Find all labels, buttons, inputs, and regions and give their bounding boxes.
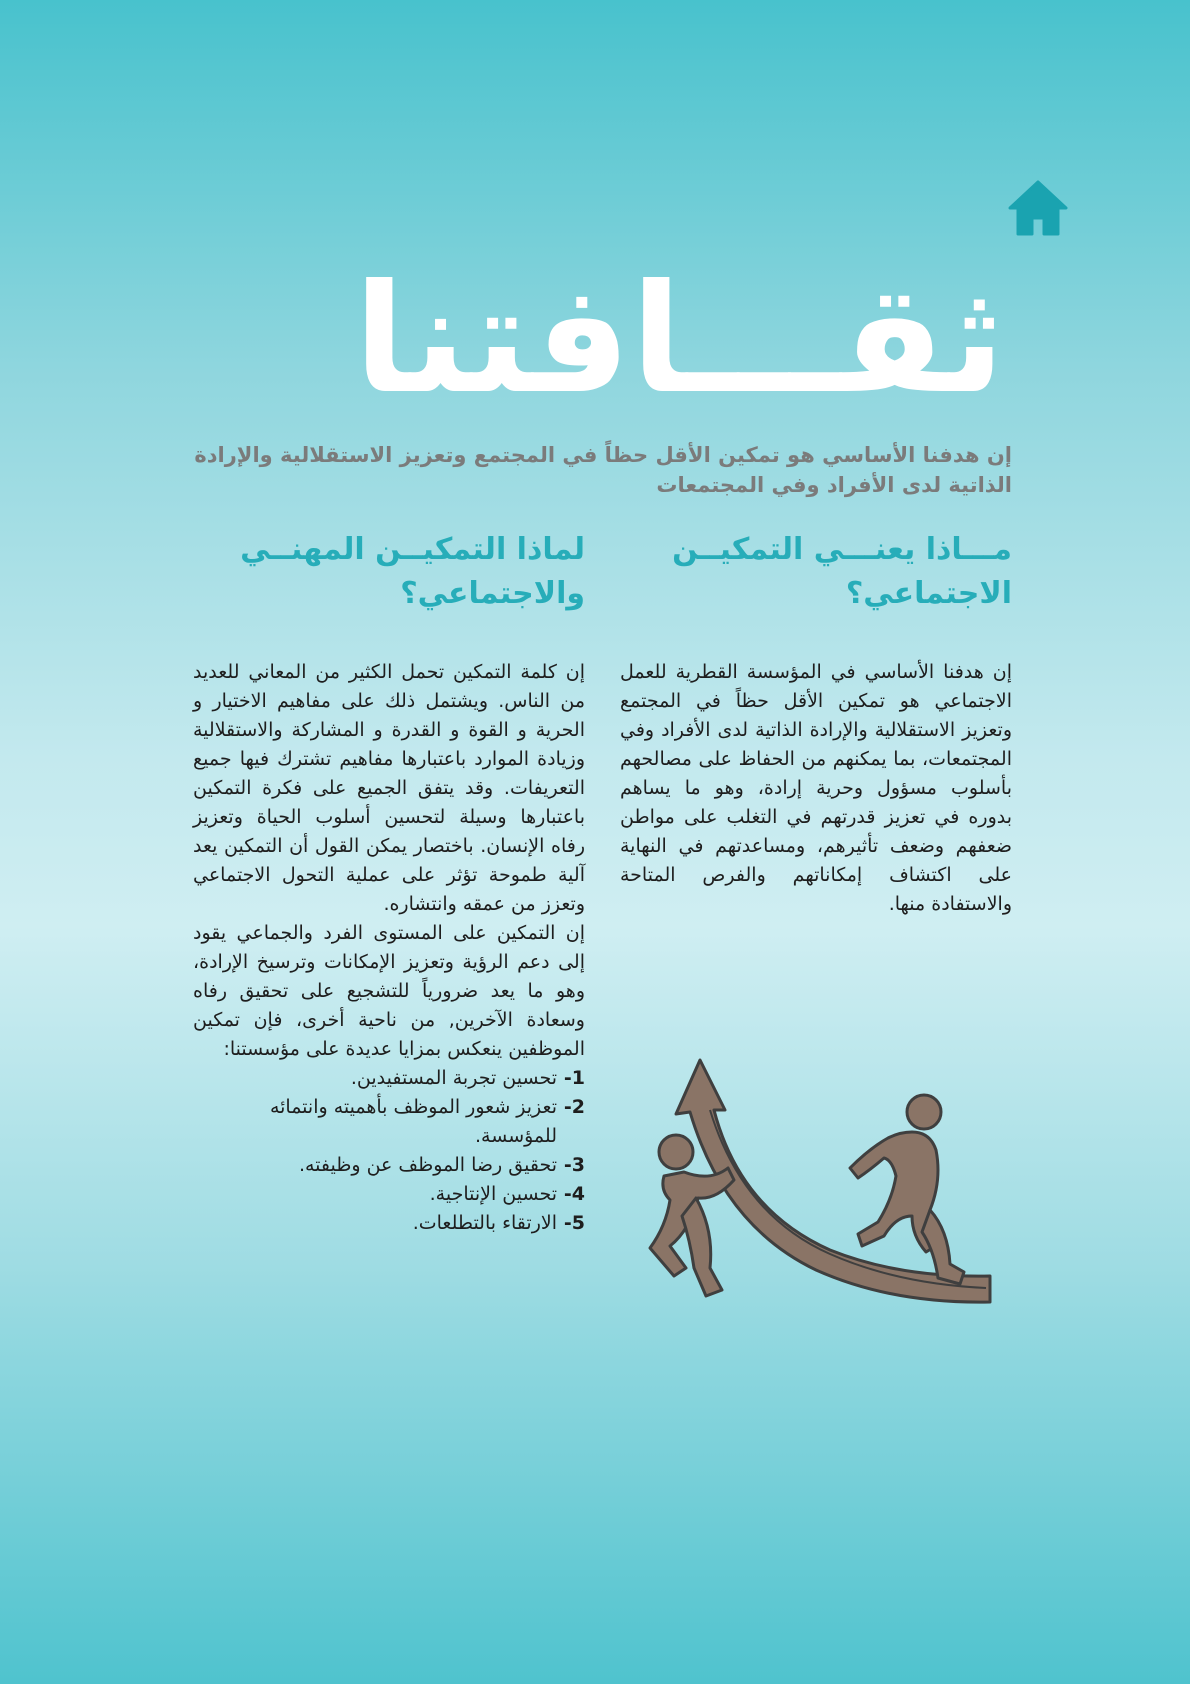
list-item-text: الارتقاء بالتطلعات.	[412, 1212, 557, 1234]
home-icon[interactable]	[1008, 178, 1068, 238]
paragraph-what: إن هدفنا الأساسي في المؤسسة القطرية للعمل الاجتماعي هو تمكين الأقل حظاً في المجتمع وتعزيز الاستقلالية والإرادة الذاتية لدى الأفراد وفي المجتمعات، بما يمكنهم من الحفاظ على مصالحهم بأسلوب مسؤول وحرية إرادة، وهو ما يساهم بدوره في تعزيز قدرتهم في التغلب على مواطن ضعفهم وضعف تأثيرهم، ومساعدتهم في النهاية على اكتشاف إمكاناتهم والفرص المتاحة والاستفادة منها.	[620, 661, 1012, 915]
section-why-empowerment	[193, 528, 585, 1238]
list-item-text: تحسين تجربة المستفيدين.	[350, 1067, 557, 1089]
figures-pushing-arrow-illustration	[630, 1040, 1000, 1340]
list-item	[193, 1180, 585, 1209]
list-item-text: تحسين الإنتاجية.	[429, 1183, 557, 1205]
list-item	[193, 1093, 585, 1151]
list-item-number: 1-	[563, 1067, 585, 1089]
list-item-text: تعزيز شعور الموظف بأهميته وانتمائه للمؤسسة.	[269, 1096, 557, 1147]
section-what-is-social-empowerment	[620, 528, 1012, 919]
page-title: ثقـــافتنا	[353, 253, 1005, 427]
list-item-text: تحقيق رضا الموظف عن وظيفته.	[298, 1154, 557, 1176]
list-item-number: 4-	[563, 1183, 585, 1205]
section-heading-what: مـــاذا يعنـــي التمكيــن الاجتماعي؟	[672, 532, 1012, 611]
list-item	[193, 1209, 585, 1238]
section-body-why	[193, 658, 585, 1238]
list-item-number: 2-	[563, 1096, 585, 1118]
list-item	[193, 1064, 585, 1093]
section-heading-why: لماذا التمكيــن المهنــي والاجتماعي؟	[240, 532, 585, 611]
list-item-number: 3-	[563, 1154, 585, 1176]
intro-text: إن هدفنا الأساسي هو تمكين الأقل حظاً في المجتمع وتعزيز الاستقلالية والإرادة الذاتية لدى الأفراد وفي المجتمعات	[194, 443, 1012, 497]
list-item-number: 5-	[563, 1212, 585, 1234]
benefits-list	[193, 1064, 585, 1238]
paragraph-why-2: إن التمكين على المستوى الفرد والجماعي يقود إلى دعم الرؤية وتعزيز الإمكانات وترسيخ الإرادة، وهو ما يعد ضرورياً للتشجيع على تحقيق رفاه وسعادة الآخرين, من ناحية أخرى، فإن تمكين الموظفين ينعكس بمزايا عديدة على مؤسستنا:	[193, 922, 585, 1060]
section-body-what	[620, 658, 1012, 919]
paragraph-why-1: إن كلمة التمكين تحمل الكثير من المعاني للعديد من الناس. ويشتمل ذلك على مفاهيم الاختيار و الحرية و القوة و القدرة و المشاركة والاستقلالية وزيادة الموارد باعتبارها مفاهيم تشترك فيها جميع التعريفات. وقد يتفق الجميع على فكرة التمكين باعتبارها وسيلة لتحسين أسلوب الحياة وتعزيز رفاه الإنسان. باختصار يمكن القول أن التمكين يعد آلية طموحة تؤثر على عملية التحول الاجتماعي وتعزز من عمقه وانتشاره.	[193, 661, 585, 915]
list-item	[193, 1151, 585, 1180]
